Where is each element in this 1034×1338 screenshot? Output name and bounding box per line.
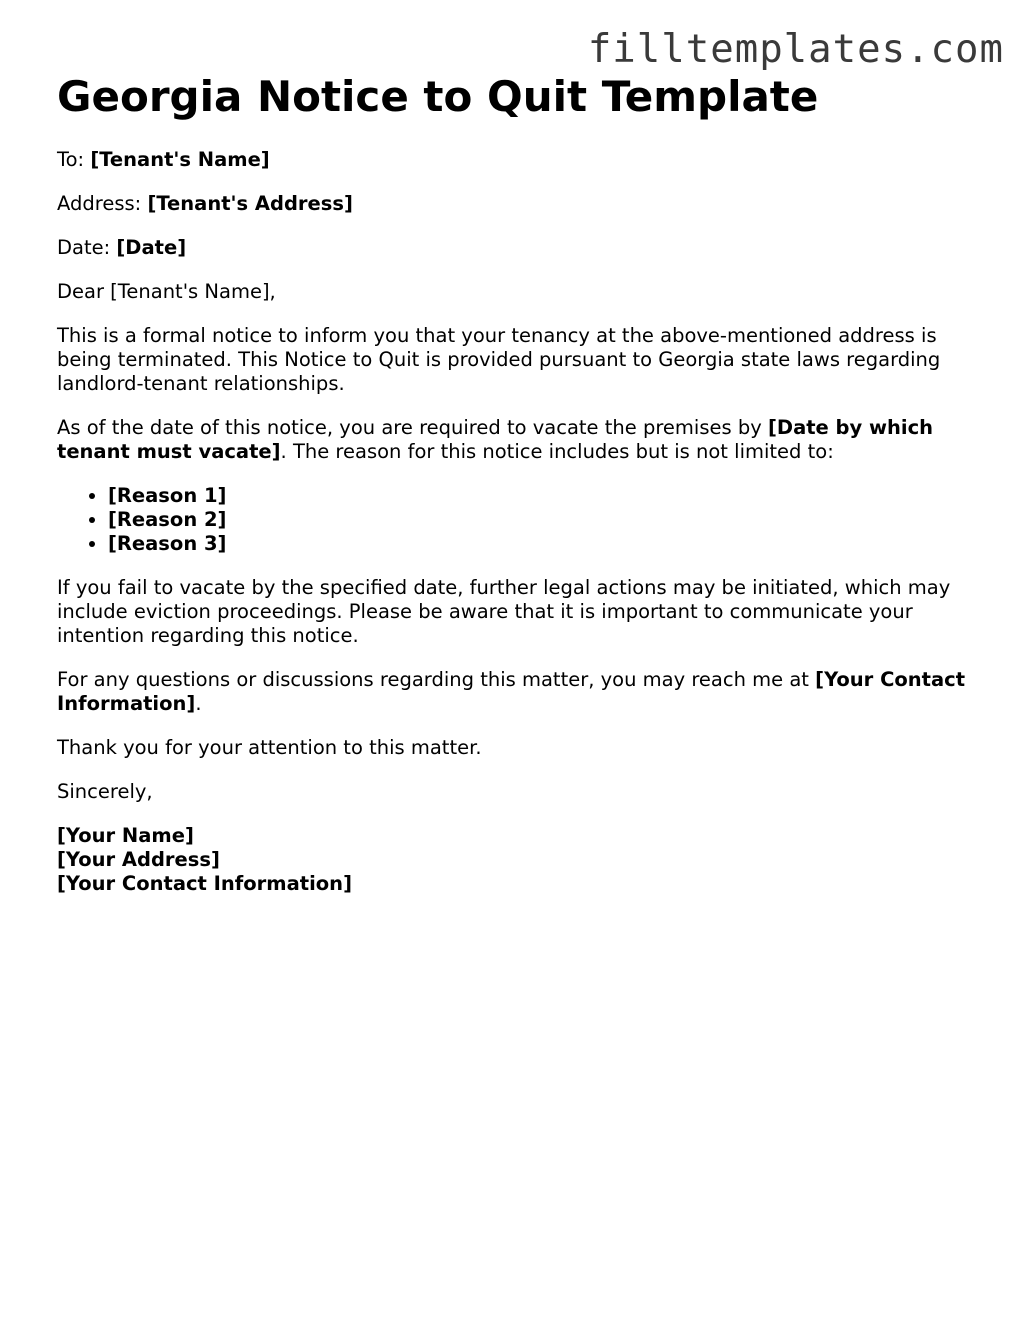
- to-value: [Tenant's Name]: [90, 148, 270, 171]
- vacate-text-after: . The reason for this notice includes but is not limited to:: [280, 440, 834, 463]
- page-title: Georgia Notice to Quit Template: [57, 72, 819, 121]
- document-body: [57, 72, 977, 896]
- to-line: [57, 148, 977, 172]
- paragraph-contact: [57, 668, 977, 716]
- reasons-list: [57, 484, 977, 556]
- list-item: • [Reason 2]: [108, 508, 977, 532]
- address-label: Address:: [57, 192, 142, 215]
- list-item: • [Reason 1]: [108, 484, 977, 508]
- date-value: [Date]: [116, 236, 187, 259]
- salutation: Dear [Tenant's Name],: [57, 280, 276, 303]
- paragraph-termination: This is a formal notice to inform you that your tenancy at the above-mentioned address is being terminated. This Notice to Quit is provided pursuant to Georgia state laws regarding landlord-tenant relationships.: [57, 324, 941, 395]
- thanks: Thank you for your attention to this matter.: [57, 736, 482, 759]
- list-item: • [Reason 3]: [108, 532, 977, 556]
- contact-placeholder: [Your Contact Information]: [57, 668, 966, 715]
- address-value: [Tenant's Address]: [147, 192, 353, 215]
- paragraph-consequences: If you fail to vacate by the specified date, further legal actions may be initiated, which may include eviction proceedings. Please be aware that it is important to communicate your intention regarding this notice.: [57, 576, 951, 647]
- paragraph-vacate: [57, 416, 977, 464]
- date-label: Date:: [57, 236, 111, 259]
- watermark: filltemplates.com: [587, 27, 1004, 72]
- vacate-text-before: As of the date of this notice, you are required to vacate the premises by: [57, 416, 762, 439]
- contact-text-after: .: [195, 692, 202, 715]
- signature-contact: [Your Contact Information]: [57, 872, 352, 895]
- to-label: To:: [57, 148, 85, 171]
- closing: Sincerely,: [57, 780, 153, 803]
- vacate-date-placeholder: [Date by which tenant must vacate]: [57, 416, 934, 463]
- date-line: [57, 236, 977, 260]
- address-line: [57, 192, 977, 216]
- signature-name: [Your Name]: [57, 824, 194, 847]
- signature-block: [57, 824, 977, 896]
- contact-text-before: For any questions or discussions regarding this matter, you may reach me at: [57, 668, 809, 691]
- signature-address: [Your Address]: [57, 848, 220, 871]
